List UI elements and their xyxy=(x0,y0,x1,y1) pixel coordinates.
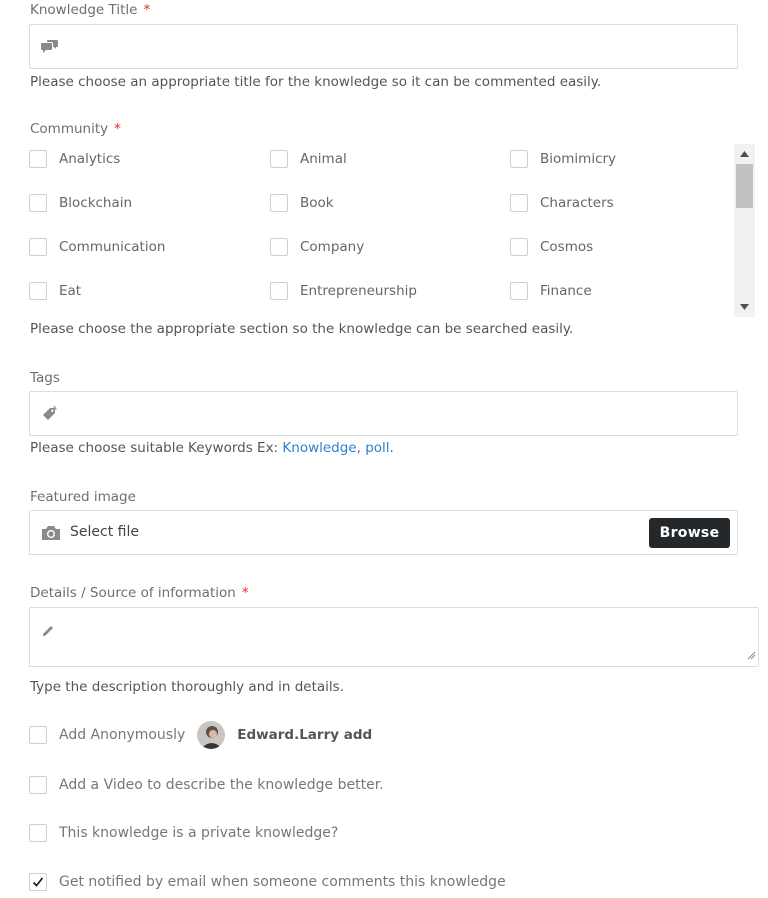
checkbox[interactable] xyxy=(270,194,288,212)
details-label xyxy=(30,585,249,601)
checkbox[interactable] xyxy=(270,282,288,300)
community-label xyxy=(30,121,121,137)
camera-icon xyxy=(41,525,59,541)
avatar xyxy=(197,721,225,749)
details-label-text: Details / Source of information xyxy=(30,585,236,601)
checkbox[interactable] xyxy=(510,238,528,256)
private-label: This knowledge is a private knowledge? xyxy=(59,825,339,841)
comments-icon xyxy=(41,39,59,55)
scroll-up-arrow-icon[interactable] xyxy=(734,146,755,162)
community-list xyxy=(29,144,756,318)
checkbox[interactable] xyxy=(270,238,288,256)
add-video-option[interactable] xyxy=(29,774,384,796)
community-option-label: Blockchain xyxy=(59,195,133,211)
community-scrollbar[interactable] xyxy=(734,144,755,317)
community-option-eat[interactable] xyxy=(29,279,81,303)
checkbox[interactable] xyxy=(29,238,47,256)
details-help: Type the description thoroughly and in details. xyxy=(30,679,344,695)
community-option-communication[interactable] xyxy=(29,235,165,259)
select-file-text: Select file xyxy=(70,524,139,540)
checkbox[interactable] xyxy=(29,194,47,212)
tags-help xyxy=(30,440,394,456)
notify-label: Get notified by email when someone comments this knowledge xyxy=(59,874,506,890)
community-option-label: Entrepreneurship xyxy=(300,283,417,299)
featured-image-field[interactable] xyxy=(29,510,738,555)
anonymous-label: Add Anonymously xyxy=(59,727,186,743)
community-option-blockchain[interactable] xyxy=(29,191,132,215)
knowledge-title-label xyxy=(30,2,150,18)
checkbox[interactable] xyxy=(29,282,47,300)
community-option-label: Characters xyxy=(540,195,614,211)
community-label-text: Community xyxy=(30,121,109,137)
scrollbar-thumb[interactable] xyxy=(736,164,753,208)
checkbox[interactable] xyxy=(270,150,288,168)
knowledge-title-input[interactable] xyxy=(70,25,730,68)
private-checkbox[interactable] xyxy=(29,824,47,842)
community-help: Please choose the appropriate section so the knowledge can be searched easily. xyxy=(30,321,574,337)
notify-email-option[interactable] xyxy=(29,871,506,893)
tag-icon xyxy=(41,406,59,422)
add-anonymously-option[interactable] xyxy=(29,724,372,746)
community-option-characters[interactable] xyxy=(510,191,614,215)
scroll-down-arrow-icon[interactable] xyxy=(734,299,755,315)
checkbox[interactable] xyxy=(510,150,528,168)
resize-handle-icon[interactable] xyxy=(746,645,756,664)
community-option-label: Animal xyxy=(300,151,347,167)
tags-label: Tags xyxy=(30,370,60,386)
community-option-animal[interactable] xyxy=(270,147,347,171)
tags-input[interactable] xyxy=(70,392,730,435)
notify-checkbox[interactable] xyxy=(29,873,47,891)
required-marker: * xyxy=(143,2,151,18)
community-option-company[interactable] xyxy=(270,235,364,259)
community-option-finance[interactable] xyxy=(510,279,592,303)
checkbox[interactable] xyxy=(29,150,47,168)
community-option-book[interactable] xyxy=(270,191,334,215)
video-checkbox[interactable] xyxy=(29,776,47,794)
private-knowledge-option[interactable] xyxy=(29,822,338,844)
browse-button[interactable]: Browse xyxy=(649,518,730,548)
video-label: Add a Video to describe the knowledge better. xyxy=(59,777,384,793)
community-option-label: Analytics xyxy=(59,151,121,167)
featured-image-label: Featured image xyxy=(30,489,136,505)
required-marker: * xyxy=(241,585,249,601)
community-option-label: Eat xyxy=(59,283,82,299)
community-option-label: Cosmos xyxy=(540,239,594,255)
required-marker: * xyxy=(114,121,121,137)
checkbox[interactable] xyxy=(510,282,528,300)
knowledge-title-field[interactable] xyxy=(29,24,738,69)
community-option-label: Communication xyxy=(59,239,166,255)
tags-examples-link[interactable]: Knowledge, poll xyxy=(282,440,390,456)
community-option-label: Book xyxy=(300,195,334,211)
community-option-label: Company xyxy=(300,239,365,255)
community-option-analytics[interactable] xyxy=(29,147,120,171)
tags-help-suffix: . xyxy=(389,440,394,456)
community-option-label: Biomimicry xyxy=(540,151,617,167)
community-option-label: Finance xyxy=(540,283,592,299)
community-option-cosmos[interactable] xyxy=(510,235,593,259)
community-option-entrepreneurship[interactable] xyxy=(270,279,417,303)
checkmark-icon xyxy=(32,876,44,888)
pencil-icon xyxy=(41,623,55,642)
community-option-biomimicry[interactable] xyxy=(510,147,616,171)
tags-help-prefix: Please choose suitable Keywords Ex: xyxy=(30,440,283,456)
details-textarea[interactable] xyxy=(29,607,759,667)
knowledge-title-label-text: Knowledge Title xyxy=(30,2,138,18)
user-name: Edward.Larry add xyxy=(237,727,373,743)
tags-field[interactable] xyxy=(29,391,738,436)
knowledge-title-help: Please choose an appropriate title for the knowledge so it can be commented easily. xyxy=(30,74,602,90)
checkbox[interactable] xyxy=(510,194,528,212)
anonymous-checkbox[interactable] xyxy=(29,726,47,744)
